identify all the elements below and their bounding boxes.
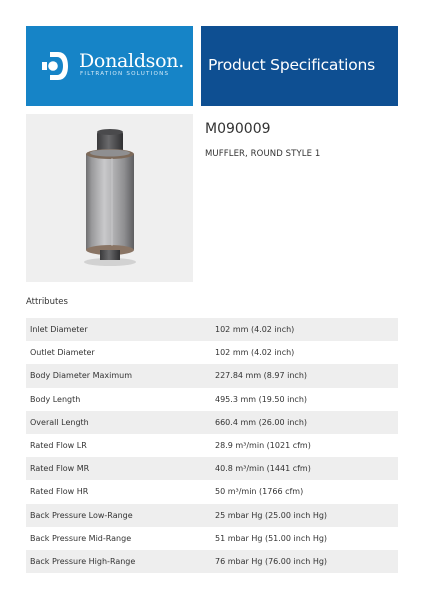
attribute-value: 660.4 mm (26.00 inch) — [215, 411, 398, 434]
table-row — [26, 434, 398, 457]
donaldson-logo-icon — [41, 50, 69, 82]
attribute-value: 40.8 m³/min (1441 cfm) — [215, 457, 398, 480]
logo-tagline: FILTRATION SOLUTIONS — [80, 71, 170, 77]
table-row — [26, 550, 398, 573]
part-number: M090009 — [205, 121, 271, 137]
attribute-label: Rated Flow LR — [26, 434, 215, 457]
attribute-label: Body Length — [26, 388, 215, 411]
attribute-value: 76 mbar Hg (76.00 inch Hg) — [215, 550, 398, 573]
attribute-label: Rated Flow HR — [26, 480, 215, 503]
table-row — [26, 527, 398, 550]
attribute-value: 51 mbar Hg (51.00 inch Hg) — [215, 527, 398, 550]
attribute-value: 102 mm (4.02 inch) — [215, 318, 398, 341]
page-header — [26, 26, 398, 106]
attribute-label: Inlet Diameter — [26, 318, 215, 341]
attribute-value: 227.84 mm (8.97 inch) — [215, 364, 398, 387]
part-description: MUFFLER, ROUND STYLE 1 — [205, 149, 321, 159]
table-row — [26, 411, 398, 434]
attribute-label: Overall Length — [26, 411, 215, 434]
attributes-heading: Attributes — [26, 297, 68, 307]
donaldson-logo — [26, 26, 193, 106]
attribute-value: 495.3 mm (19.50 inch) — [215, 388, 398, 411]
attribute-label: Outlet Diameter — [26, 341, 215, 364]
attribute-label: Back Pressure Mid-Range — [26, 527, 215, 550]
page-title: Product Specifications — [208, 56, 375, 74]
muffler-image — [26, 114, 193, 282]
attribute-value: 102 mm (4.02 inch) — [215, 341, 398, 364]
table-row — [26, 364, 398, 387]
table-row — [26, 480, 398, 503]
attributes-table — [26, 318, 398, 573]
table-row — [26, 388, 398, 411]
attribute-label: Back Pressure Low-Range — [26, 504, 215, 527]
logo-wordmark: Donaldson. — [79, 50, 184, 72]
attribute-value: 28.9 m³/min (1021 cfm) — [215, 434, 398, 457]
table-row — [26, 457, 398, 480]
muffler-product-photo — [26, 114, 193, 282]
attribute-label: Rated Flow MR — [26, 457, 215, 480]
table-row — [26, 504, 398, 527]
attribute-label: Body Diameter Maximum — [26, 364, 215, 387]
title-banner — [201, 26, 398, 106]
attribute-value: 50 m³/min (1766 cfm) — [215, 480, 398, 503]
attribute-value: 25 mbar Hg (25.00 inch Hg) — [215, 504, 398, 527]
attribute-label: Back Pressure High-Range — [26, 550, 215, 573]
table-row — [26, 318, 398, 341]
table-row — [26, 341, 398, 364]
